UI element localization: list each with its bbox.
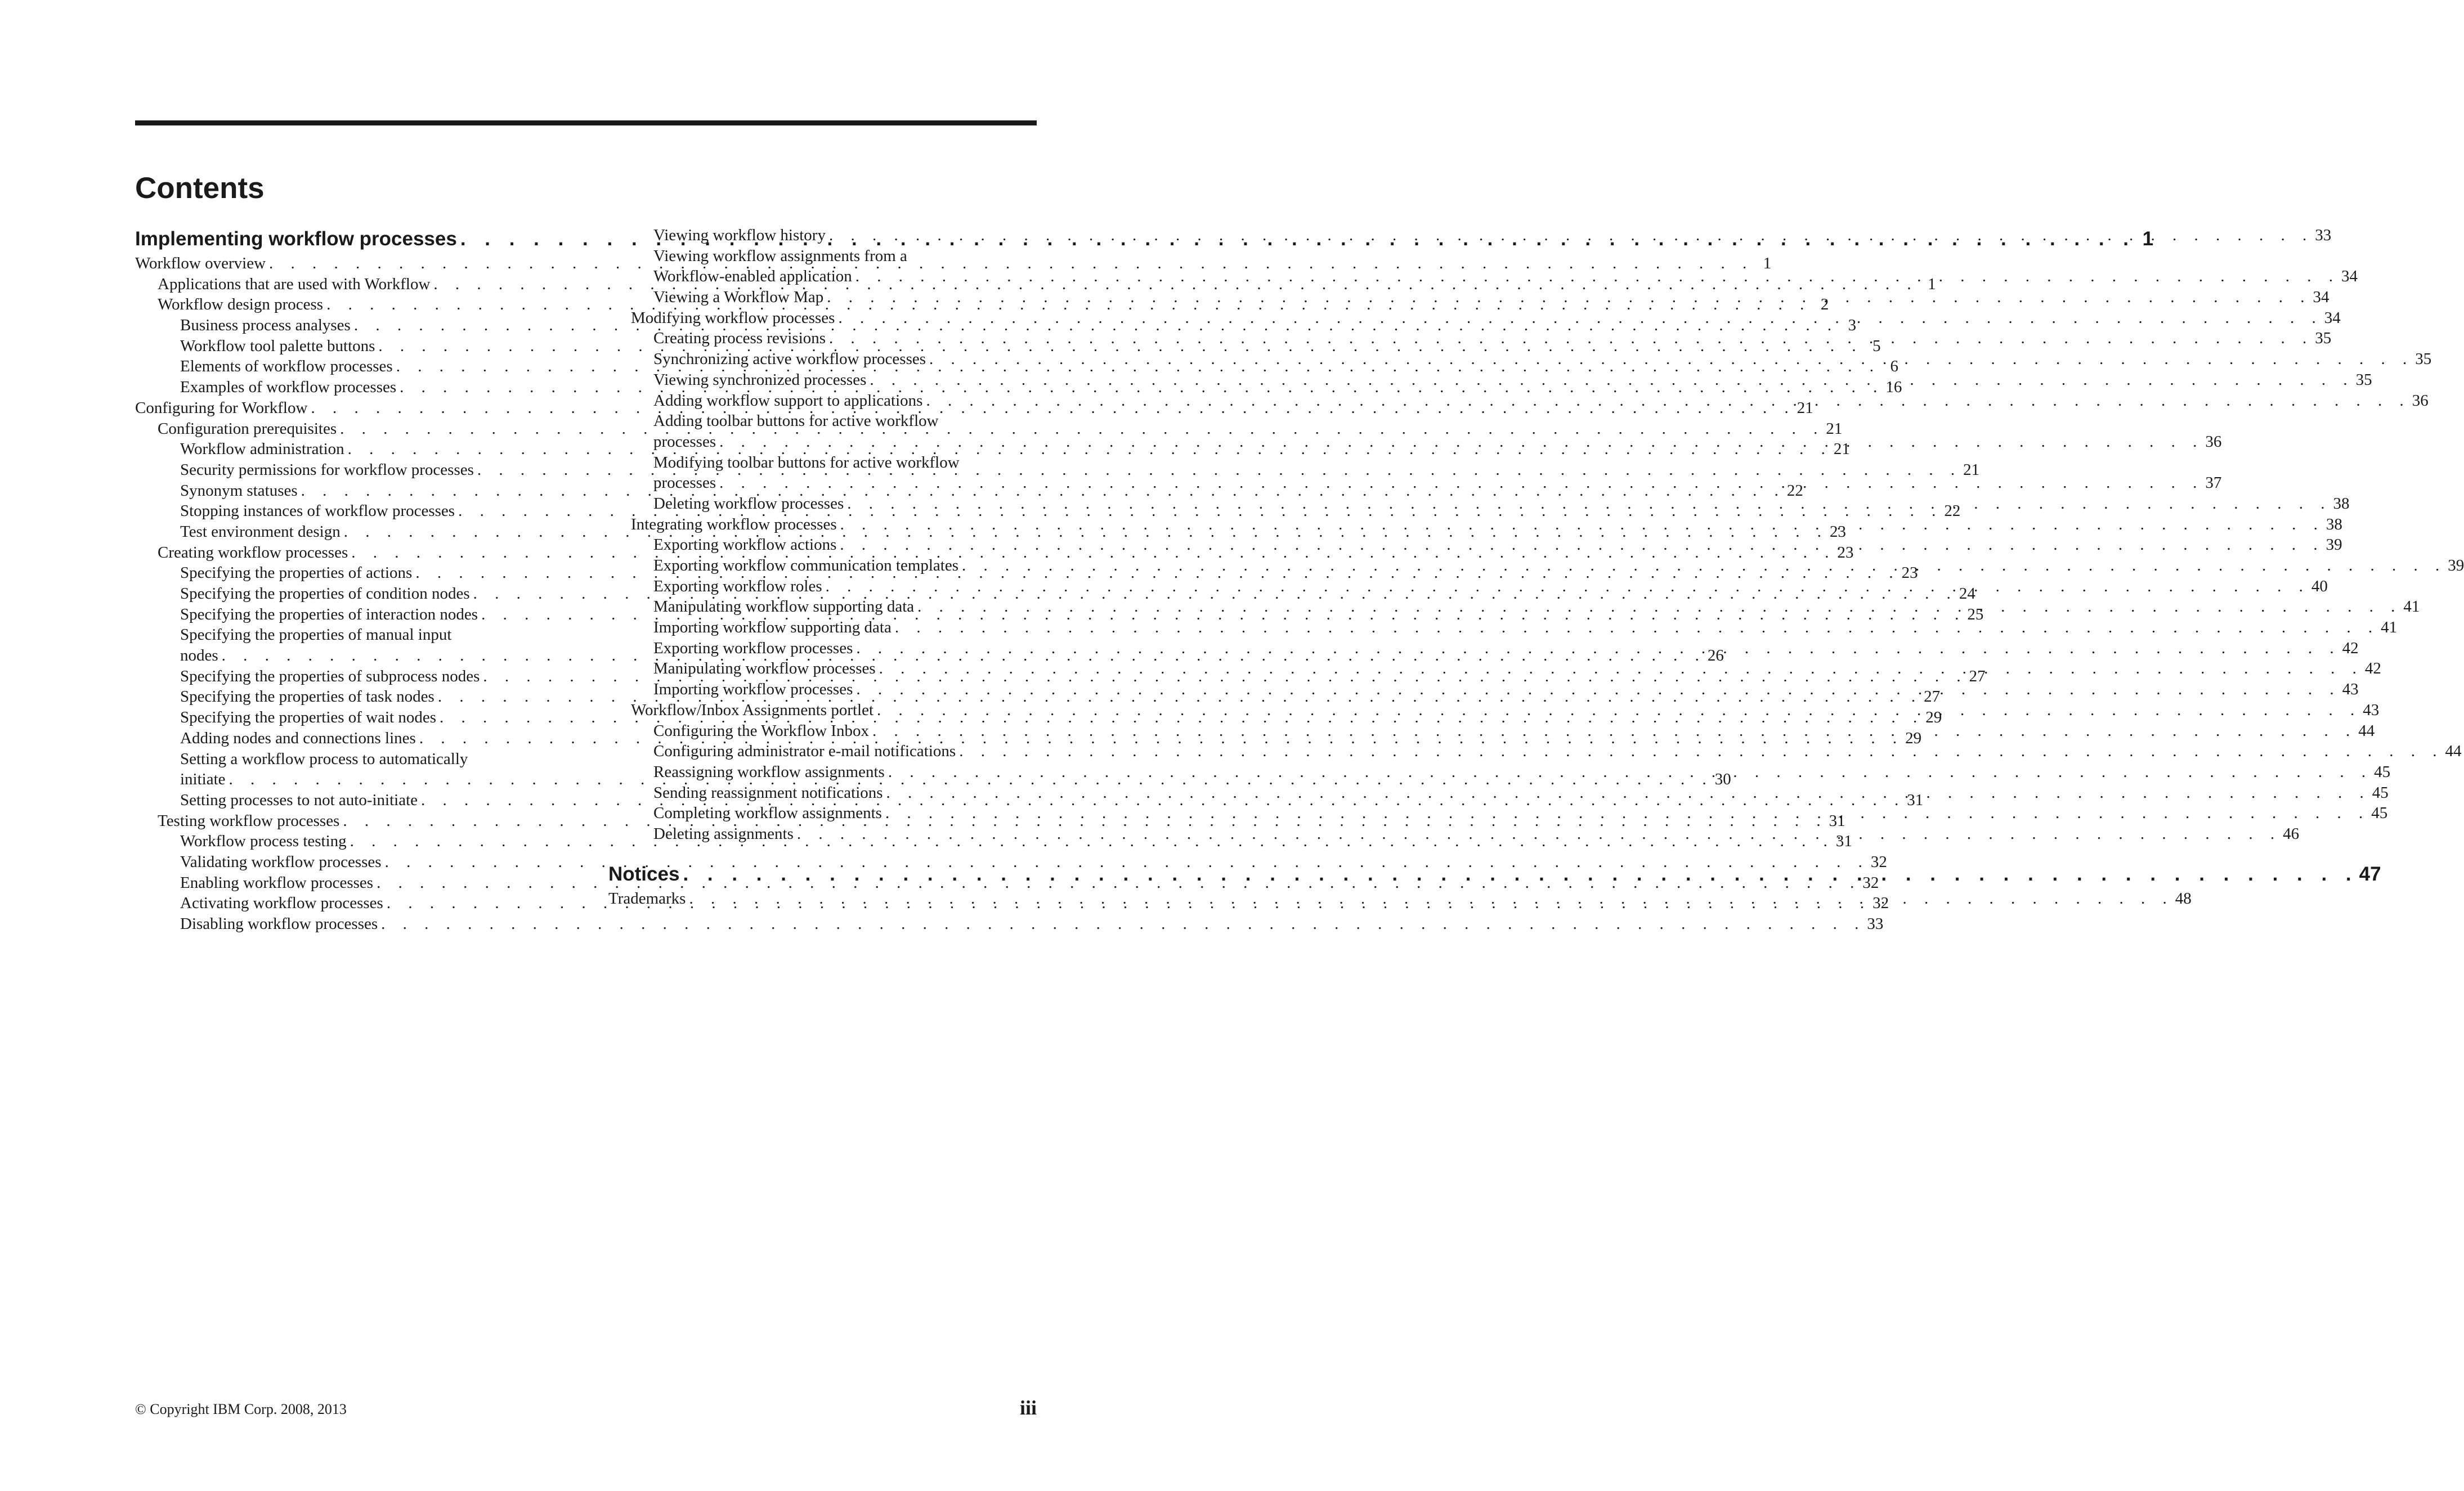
toc-entry-page-number: 22 [1944, 502, 1961, 520]
toc-entry-label: Adding workflow support to applications [653, 391, 923, 410]
toc-entry-label: Setting processes to not auto-initiate [180, 791, 418, 809]
toc-entry-line [631, 308, 2341, 329]
toc-entry-label: Exporting workflow communication templates [653, 556, 959, 575]
toc-entry-page-number: 30 [1714, 770, 1731, 789]
toc-entry-label: Enabling workflow processes [180, 873, 374, 892]
toc-entry-page-number: 22 [1786, 481, 1803, 500]
toc-dot-leader [873, 700, 2361, 721]
toc-dot-leader [882, 803, 2369, 824]
toc-entry-label: Reassigning workflow assignments [653, 762, 885, 781]
toc-entry-page-number: 24 [1959, 585, 1975, 603]
toc-dot-leader [794, 824, 2281, 845]
toc-entry[interactable] [135, 852, 1887, 873]
toc-entry-page-number: 39 [2448, 556, 2464, 575]
toc-entry-label: Configuring for Workflow [135, 398, 308, 417]
toc-entry-label: processes [653, 432, 716, 451]
toc-dot-leader [716, 473, 2203, 493]
toc-entry-page-number: 37 [2205, 474, 2222, 492]
toc-entry-label: Exporting workflow processes [653, 639, 853, 657]
toc-entry-page-number: 33 [1867, 915, 1884, 933]
page-number: iii [1019, 1396, 1037, 1419]
toc-entry[interactable] [608, 617, 2398, 638]
toc-entry-page-number: 36 [2205, 432, 2222, 451]
toc-entry-label: Configuring the Workflow Inbox [653, 721, 869, 740]
toc-entry-label: Adding nodes and connections lines [180, 729, 416, 747]
toc-entry-page-number: 35 [2315, 329, 2332, 348]
toc-entry-label: Synonym statuses [180, 481, 298, 500]
toc-entry[interactable] [608, 328, 2332, 349]
toc-entry-page-number: 21 [1963, 460, 1980, 479]
toc-entry-label: Sending reassignment notifications [653, 783, 883, 802]
toc-entry-label: Validating workflow processes [180, 852, 382, 871]
top-rule [135, 120, 1037, 125]
toc-entry-page-number: 36 [2412, 391, 2429, 410]
toc-entry-line [653, 617, 2398, 638]
toc-entry-page-number: 43 [2363, 700, 2380, 719]
toc-dot-leader [926, 349, 2413, 370]
toc-entry[interactable] [608, 349, 2432, 370]
toc-entry-page-number: 32 [1870, 852, 1887, 871]
toc-entry-label: Workflow overview [135, 254, 266, 272]
toc-dot-leader [866, 370, 2354, 390]
toc-entry-page-number: 35 [2415, 350, 2432, 369]
toc-dot-leader [891, 617, 2379, 638]
toc-entry-label: Workflow-enabled application [653, 267, 852, 286]
toc-entry-label: Deleting assignments [653, 824, 794, 843]
toc-entry-page-number: 38 [2333, 494, 2350, 513]
toc-entry-page-number: 42 [2364, 659, 2381, 678]
toc-entry-label: Integrating workflow processes [631, 515, 837, 533]
toc-dot-leader [679, 860, 2358, 888]
toc-entry-label: Specifying the properties of wait nodes [180, 708, 437, 727]
toc-entry-line [653, 349, 2432, 370]
toc-entry[interactable] [608, 246, 2358, 287]
toc-dot-leader [837, 514, 2324, 535]
toc-entry-label: Viewing workflow history [653, 226, 826, 244]
toc-dot-leader [876, 658, 2363, 679]
toc-entry-page-number: 31 [1829, 811, 1845, 830]
toc-entry-page-number: 1 [2142, 228, 2154, 250]
toc-entry-label: initiate [180, 770, 226, 789]
toc-entry-line [653, 266, 2358, 287]
toc-dot-leader [956, 741, 2443, 762]
toc-entry[interactable] [135, 914, 1884, 935]
toc-entry-page-number: 42 [2342, 639, 2359, 657]
toc-entry-page-number: 23 [1829, 522, 1846, 541]
toc-entry-page-number: 21 [1833, 440, 1850, 459]
toc-entry-label: Applications that are used with Workflow [158, 275, 431, 293]
toc-entry-label: Security permissions for workflow processes [180, 460, 474, 479]
toc-entry-label: Exporting workflow roles [653, 577, 822, 595]
toc-entry[interactable] [608, 308, 2341, 329]
toc-entry-label-first-line: Specifying the properties of manual input [180, 626, 452, 644]
toc-entry-label: Examples of workflow processes [180, 378, 397, 397]
toc-dot-leader [922, 390, 2410, 411]
toc-entry-page-number: 44 [2445, 742, 2462, 761]
page-title: Contents [135, 172, 265, 205]
toc-entry-label: Creating workflow processes [158, 543, 348, 562]
toc-entry-page-number: 5 [1872, 336, 1881, 355]
toc-dot-leader [914, 596, 2402, 617]
toc-entry-line [653, 287, 2329, 308]
toc-entry-page-number: 34 [2341, 267, 2358, 286]
toc-entry-label: Specifying the properties of interaction nodes [180, 605, 478, 623]
toc-entry-label: Manipulating workflow processes [653, 659, 876, 678]
toc-entry-label: Importing workflow processes [653, 680, 853, 699]
toc-entry-label: Trademarks [608, 889, 686, 908]
toc-entry-line [653, 328, 2332, 349]
toc-dot-leader [869, 721, 2357, 742]
toc-dot-leader [844, 493, 2331, 514]
toc-entry-label: Test environment design [180, 522, 341, 541]
toc-entry-label: Deleting workflow processes [653, 494, 844, 513]
toc-entry-page-number: 21 [1797, 398, 1813, 417]
toc-entry-page-number: 25 [1967, 605, 1984, 623]
toc-entry-page-number: 45 [2374, 762, 2391, 781]
toc-entry-page-number: 1 [1928, 275, 1936, 293]
toc-entry-page-number: 27 [1969, 667, 1986, 685]
toc-dot-leader [853, 638, 2340, 659]
toc-entry-label: Workflow tool palette buttons [180, 336, 375, 355]
toc-dot-leader [716, 432, 2203, 452]
toc-entry-page-number: 32 [1862, 873, 1879, 892]
toc-entry-label: processes [653, 474, 716, 492]
toc-dot-leader [822, 576, 2310, 597]
toc-entry-label-first-line: Adding toolbar buttons for active workflow [653, 412, 939, 430]
toc-entry-page-number: 45 [2372, 783, 2389, 802]
toc-entry[interactable] [608, 741, 2462, 762]
toc-dot-leader [883, 783, 2371, 803]
toc-entry-page-number: 26 [1707, 646, 1724, 665]
toc-entry-label: Exporting workflow actions [653, 536, 837, 554]
toc-entry-page-number: 27 [1924, 688, 1941, 706]
toc-entry-label: Importing workflow supporting data [653, 618, 891, 637]
toc-entry-label: Workflow/Inbox Assignments portlet [631, 700, 874, 719]
toc-entry-page-number: 44 [2358, 721, 2375, 740]
toc-entry-page-number: 21 [1826, 419, 1843, 438]
toc-entry-label: Specifying the properties of condition nodes [180, 585, 470, 603]
toc-entry-label: Configuration prerequisites [158, 419, 337, 438]
toc-entry-page-number: 32 [1872, 894, 1889, 913]
toc-entry-line [653, 741, 2462, 762]
toc-entry-page-number: 29 [1925, 708, 1942, 727]
toc-dot-leader [853, 679, 2340, 700]
toc-entry-label: Stopping instances of workflow processes [180, 502, 455, 520]
toc-entry-page-number: 38 [2326, 515, 2342, 533]
toc-entry-page-number: 40 [2311, 577, 2328, 595]
toc-entry-page-number: 45 [2371, 804, 2388, 823]
toc-entry-label-first-line: Modifying toolbar buttons for active workflow [653, 453, 960, 471]
toc-entry-label: Configuring administrator e-mail notifications [653, 742, 956, 761]
toc-entry-page-number: 34 [2324, 308, 2341, 327]
toc-entry-label: Creating process revisions [653, 329, 826, 348]
toc-entry-page-number: 3 [1848, 316, 1857, 335]
toc-entry-label: Workflow administration [180, 440, 344, 459]
toc-entry-line [180, 852, 1887, 873]
toc-entry-page-number: 31 [1835, 832, 1852, 851]
toc-entry-label: Elements of workflow processes [180, 357, 393, 376]
toc-entry-label: Synchronizing active workflow processes [653, 350, 926, 369]
toc-entry-page-number: 23 [1901, 564, 1918, 582]
toc-entry[interactable] [608, 287, 2329, 308]
toc-dot-leader [958, 555, 2446, 576]
toc-entry-page-number: 2 [1820, 295, 1829, 314]
toc-entry-label: Implementing workflow processes [135, 228, 457, 250]
toc-entry-label: nodes [180, 646, 218, 665]
toc-entry-page-number: 1 [1763, 254, 1772, 272]
toc-entry-page-number: 35 [2355, 370, 2372, 389]
copyright-notice: © Copyright IBM Corp. 2008, 2013 [135, 1401, 347, 1417]
toc-entry-label: Workflow design process [158, 295, 324, 314]
toc-entry-label: Modifying workflow processes [631, 308, 835, 327]
toc-dot-leader [835, 308, 2322, 329]
toc-entry-label: Viewing a Workflow Map [653, 288, 824, 307]
toc-dot-leader [826, 328, 2313, 349]
toc-dot-leader [852, 266, 2340, 287]
toc-entry-page-number: 34 [2313, 288, 2329, 307]
toc-entry-page-number: 41 [2381, 618, 2398, 637]
toc-entry-label: Specifying the properties of task nodes [180, 688, 434, 706]
toc-dot-leader [378, 914, 1865, 935]
toc-entry-page-number: 39 [2326, 536, 2342, 554]
toc-entry-page-number: 41 [2403, 598, 2420, 616]
toc-entry-page-number: 16 [1885, 378, 1902, 397]
toc-entry-page-number: 29 [1905, 729, 1922, 747]
toc-entry-page-number: 43 [2342, 680, 2359, 699]
toc-dot-leader [885, 762, 2372, 783]
toc-entry-label: Notices [608, 863, 680, 885]
toc-dot-leader [823, 287, 2311, 308]
toc-entry-label-first-line: Viewing workflow assignments from a [653, 246, 907, 265]
toc-entry-label: Workflow process testing [180, 832, 347, 851]
toc-entry-page-number: 48 [2175, 889, 2192, 908]
toc-entry-label: Specifying the properties of actions [180, 564, 413, 582]
toc-entry-line [180, 914, 1884, 935]
toc-dot-leader [686, 888, 2173, 909]
toc-entry-label: Testing workflow processes [158, 811, 340, 830]
toc-entry-label: Completing workflow assignments [653, 804, 882, 823]
toc-entry-label: Disabling workflow processes [180, 915, 378, 933]
toc-entry-page-number: 33 [2315, 226, 2332, 244]
toc-entry-label: Specifying the properties of subprocess nodes [180, 667, 480, 685]
toc-entry-page-number: 6 [1890, 357, 1898, 376]
toc-entry-page-number: 31 [1907, 791, 1924, 809]
toc-entry[interactable] [608, 225, 2332, 246]
toc-entry-line [653, 225, 2332, 246]
toc-entry-label: Manipulating workflow supporting data [653, 598, 915, 616]
toc-dot-leader [826, 225, 2313, 246]
toc-entry-label-first-line: Setting a workflow process to automatically [180, 749, 468, 768]
toc-entry-page-number: 23 [1837, 543, 1854, 562]
toc-dot-leader [836, 535, 2324, 555]
toc-entry-label: Activating workflow processes [180, 894, 383, 913]
toc-spacer [608, 845, 1037, 860]
toc-entry-page-number: 47 [2359, 863, 2381, 885]
toc-entry-page-number: 46 [2283, 824, 2300, 843]
toc-entry-label: Viewing synchronized processes [653, 370, 867, 389]
toc-entry-label: Business process analyses [180, 316, 351, 335]
